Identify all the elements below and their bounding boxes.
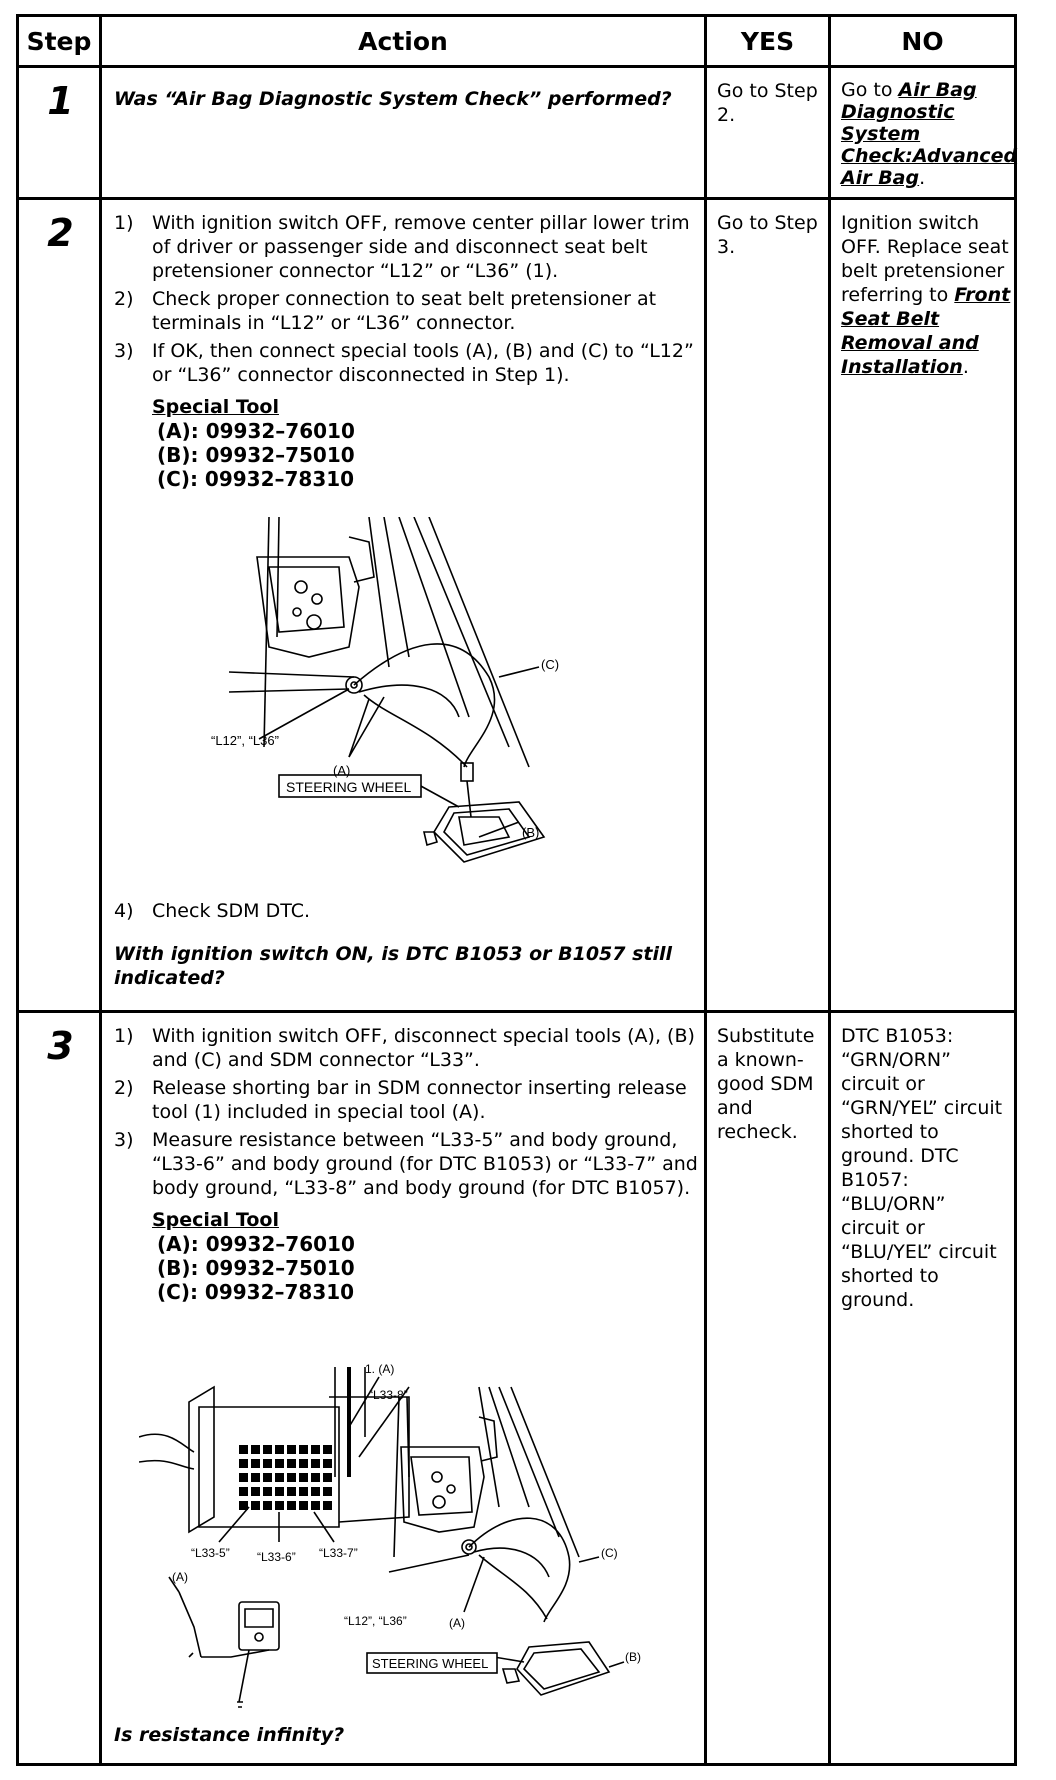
no-text-suffix: .: [919, 167, 926, 189]
header-step: Step: [26, 26, 92, 56]
action-item: 2) Check proper connection to seat belt pretensioner at terminals in “L12” or “L36” connector.: [114, 288, 657, 334]
step-actions: [114, 211, 699, 491]
action-item: 3) If OK, then connect special tools (A), (B) and (C) to “L12” or “L36” connector disconnected in Step 1).: [114, 340, 694, 386]
step-question: Is resistance infinity?: [114, 1724, 345, 1746]
step-question: With ignition switch ON, is DTC B1053 or B1057 still indicated?: [114, 943, 673, 989]
special-tool-b: (B): 09932–75010: [157, 1256, 355, 1280]
steering-wheel-label: STEERING WHEEL: [286, 779, 412, 795]
special-tool-a: (A): 09932–76010: [157, 419, 355, 443]
row-divider: [19, 197, 1014, 200]
row-divider: [19, 1010, 1014, 1013]
front-seat-belt-link[interactable]: Front Seat Belt Removal and Installation: [841, 284, 1011, 378]
step-number: 2: [47, 211, 74, 255]
no-text-prefix: Ignition switch OFF. Replace seat belt pretensioner referring to: [841, 212, 1009, 306]
no-text-prefix: Go to: [841, 79, 899, 101]
no-text: DTC B1053: “GRN/ORN” circuit or “GRN/YEL” circuit shorted to ground. DTC B1057: “BLU/ORN” circuit or “BLU/YEL” circuit shorted to ground.: [841, 1025, 1003, 1311]
label-l33-5: “L33-5”: [191, 1546, 230, 1560]
column-divider: [99, 17, 102, 1763]
special-tool-b: (B): 09932–75010: [157, 443, 355, 467]
yes-text: Go to Step 3.: [717, 212, 818, 258]
special-tool-c: (C): 09932–78310: [157, 467, 355, 491]
step-question: Was “Air Bag Diagnostic System Check” performed?: [114, 88, 672, 110]
label-1-a: 1. (A): [365, 1362, 395, 1376]
special-tool-heading: Special Tool: [152, 1209, 279, 1231]
label-l33-7: “L33-7”: [319, 1546, 358, 1560]
no-text: [841, 211, 1011, 379]
column-divider: [828, 17, 831, 1763]
step-actions: [114, 1024, 699, 1304]
header-action: Action: [358, 26, 448, 56]
label-l33-8: “L33-8”: [369, 1388, 408, 1402]
l12-l36-label: “L12”, “L36”: [211, 733, 279, 748]
yes-text: Go to Step 2.: [717, 80, 818, 126]
no-text: [841, 79, 1018, 189]
column-divider: [704, 17, 707, 1763]
air-bag-diagnostic-link[interactable]: Air Bag Diagnostic System Check:Advanced Air Bag: [841, 79, 1018, 189]
no-text-suffix: .: [962, 356, 969, 378]
yes-text: Substitute a known-good SDM and recheck.: [717, 1025, 815, 1143]
special-tool-a: (A): 09932–76010: [157, 1232, 355, 1256]
label-b: (B): [625, 1650, 641, 1664]
header-yes: YES: [740, 26, 795, 56]
label-a: (A): [449, 1616, 465, 1630]
action-item: 1) With ignition switch OFF, remove center pillar lower trim of driver or passenger side and disconnect seat belt pretensioner connector “L12” or “L36” (1).: [114, 212, 690, 282]
steering-wheel-label: STEERING WHEEL: [372, 1656, 489, 1671]
step-number: 1: [47, 79, 74, 123]
label-a: (A): [333, 763, 351, 778]
header-no: NO: [901, 26, 944, 56]
pretensioner-connection-figure: [209, 517, 629, 887]
label-b: (B): [522, 825, 540, 840]
action-item: 1) With ignition switch OFF, disconnect special tools (A), (B) and (C) and SDM connector “L33”.: [114, 1025, 695, 1071]
diagnostic-table: [16, 14, 1017, 1766]
label-c: (C): [601, 1546, 618, 1560]
special-tool-heading: Special Tool: [152, 396, 279, 418]
row-divider: [19, 65, 1014, 68]
l12-l36-label: “L12”, “L36”: [344, 1614, 407, 1628]
special-tool-c: (C): 09932–78310: [157, 1280, 355, 1304]
label-meter-a: (A): [172, 1570, 188, 1584]
sdm-connector-figure: [139, 1357, 699, 1717]
connector-pins: [239, 1445, 332, 1510]
action-item: 4) Check SDM DTC.: [114, 900, 311, 922]
action-item: 3) Measure resistance between “L33-5” and body ground, “L33-6” and body ground (for DTC B1053) or “L33-7” and body ground, “L33-8” and body ground (for DTC B1057).: [114, 1129, 698, 1199]
action-item: 2) Release shorting bar in SDM connector inserting release tool (1) included in special tool (A).: [114, 1077, 687, 1123]
label-c: (C): [541, 657, 560, 672]
label-l33-6: “L33-6”: [257, 1550, 296, 1564]
step-number: 3: [47, 1024, 74, 1068]
